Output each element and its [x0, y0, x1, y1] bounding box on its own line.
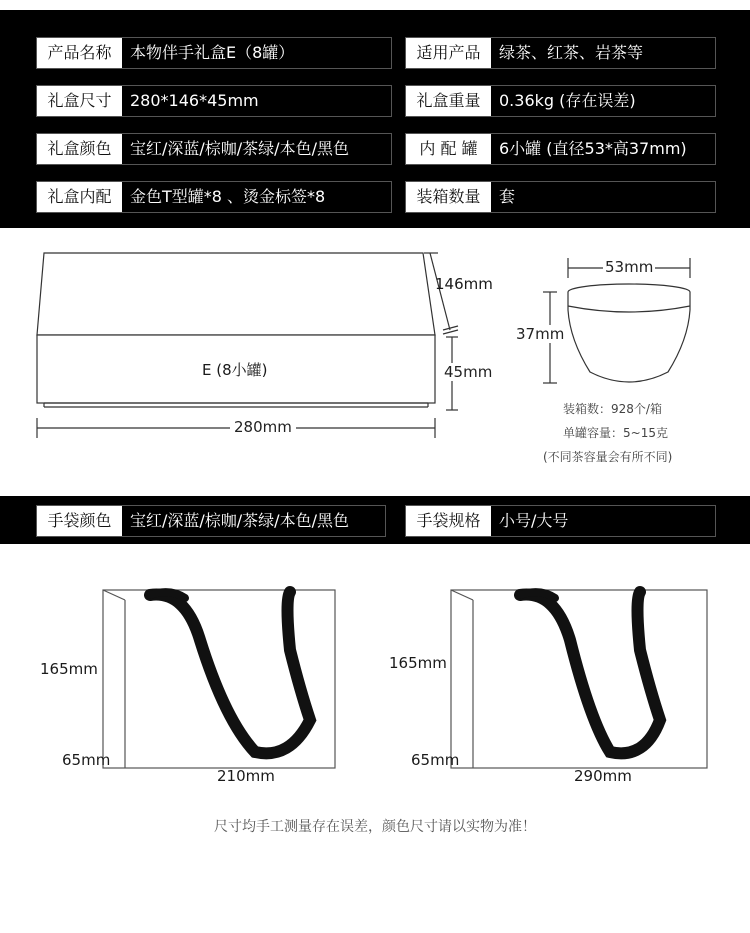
jar-per-carton: 装箱数：928个/箱	[563, 402, 662, 416]
bag-large-depth: 65mm	[411, 751, 460, 769]
jar-height-label: 37mm	[516, 325, 565, 343]
bag-large-height: 165mm	[389, 654, 447, 672]
bag-label: 手袋规格	[406, 506, 491, 536]
spec-value: 本物伴手礼盒E（8罐）	[130, 43, 295, 62]
spec-label: 产品名称	[37, 38, 122, 68]
spec-label: 内 配 罐	[406, 134, 491, 164]
bag-small-depth: 65mm	[62, 751, 111, 769]
spec-label: 礼盒重量	[406, 86, 491, 116]
spec-value: 6小罐 (直径53*高37mm)	[499, 139, 687, 158]
spec-value: 280*146*45mm	[130, 91, 259, 110]
spec-label: 礼盒内配	[37, 182, 122, 212]
footer-note: 尺寸均手工测量存在误差，颜色尺寸请以实物为准！	[214, 819, 536, 835]
gift-box-label: E (8小罐)	[202, 361, 268, 379]
spec-value: 0.36kg (存在误差)	[499, 91, 636, 110]
bag-label: 手袋颜色	[37, 506, 122, 536]
bag-value: 宝红/深蓝/棕咖/茶绿/本色/黑色	[130, 511, 349, 530]
spec-value: 绿茶、红茶、岩茶等	[499, 43, 644, 62]
jar-capacity: 单罐容量：5~15克	[563, 426, 668, 440]
bag-small-width: 210mm	[217, 767, 275, 785]
spec-value: 金色T型罐*8 、烫金标签*8	[130, 187, 326, 206]
spec-label: 装箱数量	[406, 182, 491, 212]
jar-note: (不同茶容量会有所不同)	[543, 450, 673, 464]
spec-label: 礼盒尺寸	[37, 86, 122, 116]
spec-label: 适用产品	[406, 38, 491, 68]
spec-label: 礼盒颜色	[37, 134, 122, 164]
box-length-label: 280mm	[230, 418, 296, 436]
base-height-label: 45mm	[444, 363, 493, 381]
bag-small-height: 165mm	[40, 660, 98, 678]
spec-value: 宝红/深蓝/棕咖/茶绿/本色/黑色	[130, 139, 349, 158]
bag-large-width: 290mm	[574, 767, 632, 785]
spec-value: 套	[499, 187, 516, 206]
jar-diameter-label: 53mm	[605, 258, 654, 276]
bag-value: 小号/大号	[499, 511, 569, 530]
lid-height-label: 146mm	[435, 275, 493, 293]
